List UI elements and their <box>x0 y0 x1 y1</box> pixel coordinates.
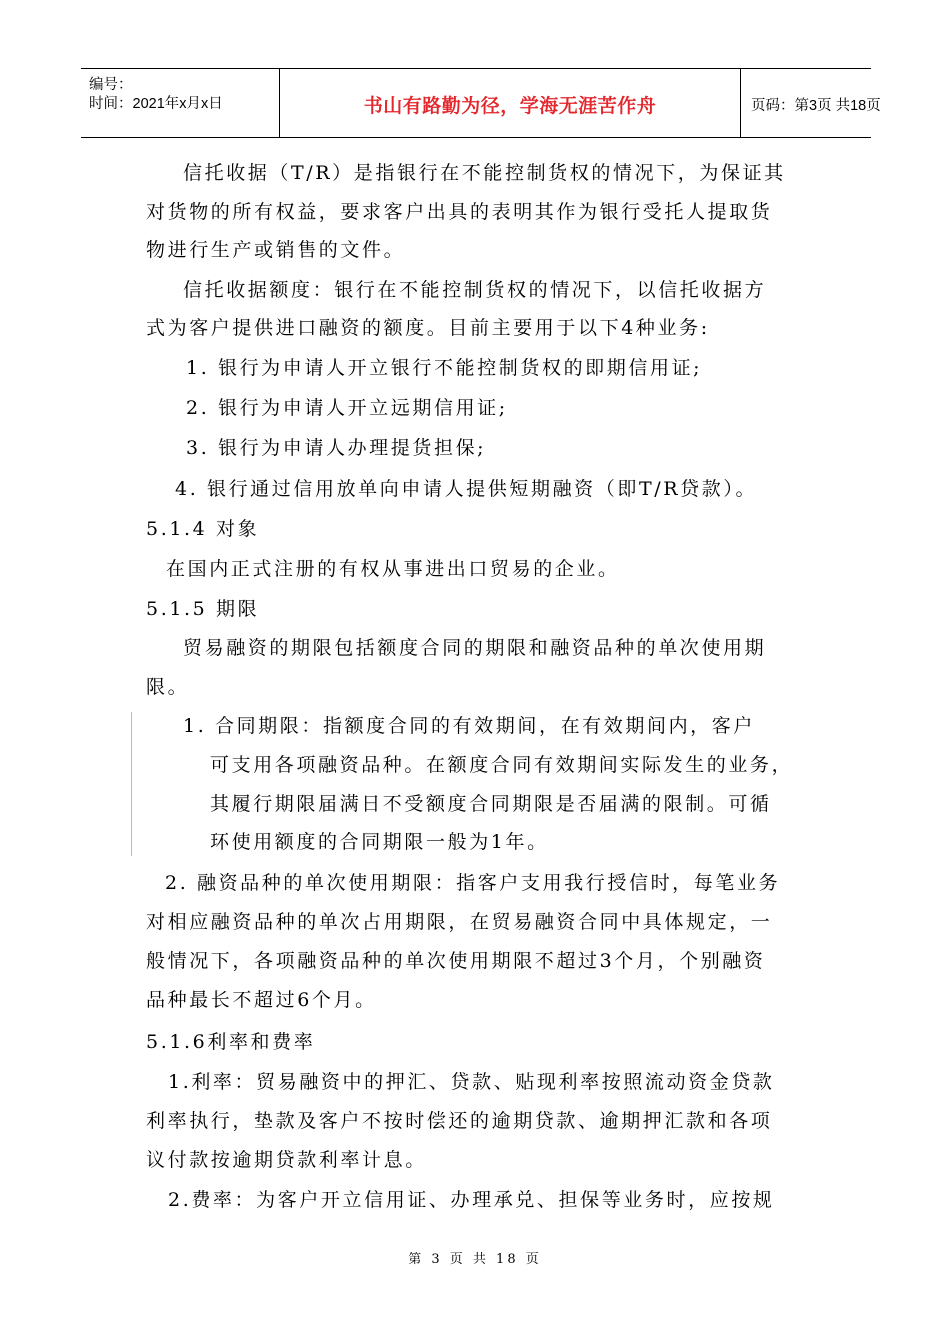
section-heading: 5.1.6利率和费率 <box>146 1031 316 1053</box>
body-line: 般情况下，各项融资品种的单次使用期限不超过3个月，个别融资 <box>146 950 766 972</box>
body-line: 其履行期限届满日不受额度合同期限是否届满的限制。可循 <box>210 793 772 815</box>
document-date-label: 时间：2021年x月x日 <box>89 96 223 112</box>
page-header-table <box>81 68 881 138</box>
body-line: 限。 <box>146 676 190 698</box>
section-heading: 5.1.5 期限 <box>146 598 260 620</box>
body-line: 信托收据（T/R）是指银行在不能控制货权的情况下，为保证其 <box>183 162 786 184</box>
list-item: 1. 合同期限：指额度合同的有效期间，在有效期间内，客户 <box>183 715 755 737</box>
section-heading: 5.1.4 对象 <box>146 518 260 540</box>
body-line: 议付款按逾期贷款利率计息。 <box>146 1149 427 1171</box>
header-page-cell <box>741 69 881 137</box>
list-item: 2. 银行为申请人开立远期信用证; <box>186 397 508 419</box>
body-line: 1.利率：贸易融资中的押汇、贷款、贴现利率按照流动资金贷款 <box>168 1071 775 1093</box>
page-footer: 第 3 页 共 18 页 <box>408 1252 542 1267</box>
header-meta-cell <box>81 69 280 137</box>
document-number-label: 编号： <box>89 77 133 93</box>
list-item: 1. 银行为申请人开立银行不能控制货权的即期信用证; <box>186 357 703 379</box>
list-item: 4. 银行通过信用放单向申请人提供短期融资（即T/R贷款）。 <box>175 478 758 500</box>
body-line: 物进行生产或销售的文件。 <box>146 239 406 261</box>
body-line: 利率执行，垫款及客户不按时偿还的逾期贷款、逾期押汇款和各项 <box>146 1110 773 1132</box>
body-line: 式为客户提供进口融资的额度。目前主要用于以下4种业务: <box>146 317 710 339</box>
body-line: 对货物的所有权益，要求客户出具的表明其作为银行受托人提取货 <box>146 201 773 223</box>
body-line: 可支用各项融资品种。在额度合同有效期间实际发生的业务， <box>210 754 794 776</box>
body-line: 2.费率：为客户开立信用证、办理承兑、担保等业务时，应按规 <box>168 1189 775 1211</box>
body-line: 环使用额度的合同期限一般为1年。 <box>210 831 549 853</box>
header-motto-cell <box>280 69 741 137</box>
header-motto: 书山有路勤为径，学海无涯苦作舟 <box>363 95 657 117</box>
list-indent-marker <box>131 712 132 856</box>
list-item: 2. 融资品种的单次使用期限：指客户支用我行授信时，每笔业务 <box>165 872 781 894</box>
body-line: 品种最长不超过6个月。 <box>146 989 377 1011</box>
body-line: 对相应融资品种的单次占用期限，在贸易融资合同中具体规定，一 <box>146 911 773 933</box>
body-line: 贸易融资的期限包括额度合同的期限和融资品种的单次使用期 <box>183 637 767 659</box>
body-line: 信托收据额度：银行在不能控制货权的情况下，以信托收据方 <box>183 279 767 301</box>
header-page-info: 页码：第3页 共18页 <box>751 98 881 114</box>
body-line: 在国内正式注册的有权从事进出口贸易的企业。 <box>166 558 620 580</box>
list-item: 3. 银行为申请人办理提货担保; <box>186 437 487 459</box>
